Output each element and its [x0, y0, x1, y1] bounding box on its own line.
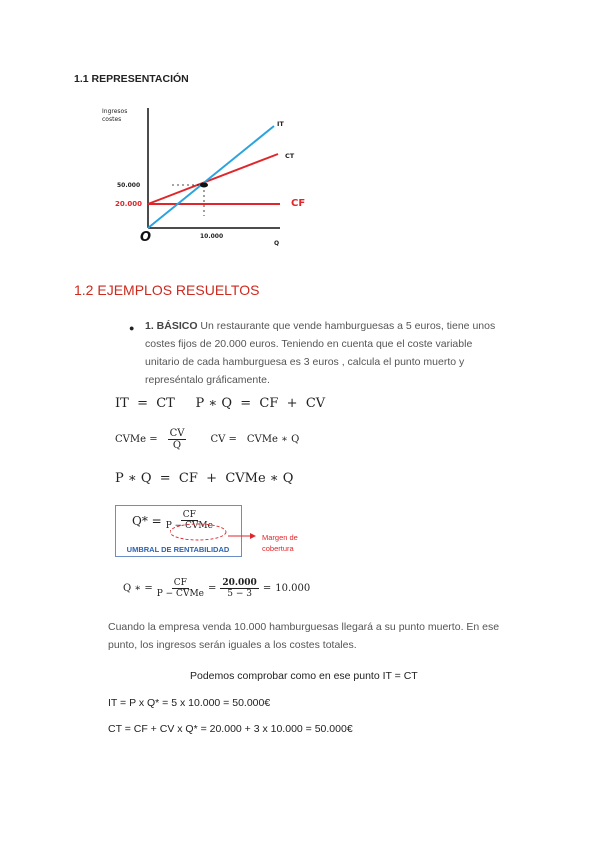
equation-result	[123, 578, 310, 599]
series-label-it: IT	[277, 120, 284, 128]
break-even-graph	[100, 100, 330, 250]
eq2-mid: CV =	[210, 434, 237, 445]
exercise-label: 1. BÁSICO	[145, 320, 198, 332]
check-it-line: IT = P x Q* = 5 x 10.000 = 50.000€	[108, 697, 271, 709]
check-title: Podemos comprobar como en ese punto IT = CT	[190, 670, 418, 682]
eq2-right: CVMe ∗ Q	[246, 434, 300, 445]
y-axis-label-1: Ingresos	[102, 108, 128, 115]
eq4-lhs: Q ∗ =	[123, 583, 153, 594]
box-caption: UMBRAL DE RENTABILIDAD	[126, 545, 230, 554]
tick-label-10000: 10.000	[200, 233, 224, 240]
exercise-line-2: costes fijos de 20.000 euros. Teniendo en cuenta que el coste variable	[145, 338, 473, 350]
exercise-statement	[145, 317, 545, 389]
eq4-fraction-1	[157, 578, 204, 599]
eq4-den1: P − CVMe	[156, 589, 204, 599]
eq2-denominator: Q	[172, 440, 182, 451]
eq2-left: CVMe =	[115, 434, 158, 445]
tick-label-50000: 50.000	[117, 182, 141, 189]
x-axis-label: Q	[274, 240, 280, 247]
eq2-numerator: CV	[169, 428, 185, 439]
check-ct-line: CT = CF + CV x Q* = 20.000 + 3 x 10.000 = 50.000€	[108, 723, 353, 735]
section-title-representacion: 1.1 REPRESENTACIÓN	[74, 73, 189, 85]
conclusion-text	[108, 618, 548, 654]
conclusion-line-1: Cuando la empresa venda 10.000 hamburguesas llegará a su punto muerto. En ese	[108, 621, 500, 633]
exercise-line-1: Un restaurante que vende hamburguesas a 5 euros, tiene unos	[197, 320, 496, 332]
eq4-eq-a: =	[207, 583, 217, 594]
eq4-num1: CF	[173, 578, 187, 588]
annotation-line-1: Margen de	[262, 533, 298, 542]
eq4-eq-b: =	[262, 583, 272, 594]
eq2-fraction	[168, 428, 187, 451]
equation-cvme	[115, 428, 299, 451]
ct-line	[148, 154, 278, 204]
eq4-num2: 20.000	[222, 578, 257, 588]
equation-it-ct: IT = CT P ∗ Q = CF + CV	[115, 396, 326, 411]
eq4-fraction-2	[220, 578, 258, 599]
margin-annotation-marks	[170, 520, 270, 546]
eq4-result: 10.000	[275, 583, 311, 594]
annotation-line-2: cobertura	[262, 544, 294, 553]
margin-annotation	[262, 532, 298, 554]
formula-denominator: P − CVMe	[165, 521, 213, 531]
formula-numerator: CF	[182, 510, 196, 520]
origin-label: O	[140, 230, 152, 245]
eq4-den2: 5 − 3	[227, 589, 252, 599]
y-axis-label-2: costes	[102, 116, 122, 123]
tick-label-20000: 20.000	[115, 200, 143, 208]
series-label-ct: CT	[285, 152, 295, 160]
section-title-ejemplos: 1.2 EJEMPLOS RESUELTOS	[74, 282, 260, 298]
bullet-icon: ●	[129, 323, 135, 333]
it-line	[148, 126, 274, 228]
equation-breakeven: P ∗ Q = CF + CVMe ∗ Q	[115, 471, 294, 486]
break-even-point	[200, 183, 208, 188]
conclusion-line-2: punto, los ingresos serán iguales a los costes totales.	[108, 639, 357, 651]
exercise-line-4: represéntalo gráficamente.	[145, 374, 270, 386]
exercise-line-3: unitario de cada hamburguesa es 3 euros , calcula el punto muerto y	[145, 356, 465, 368]
formula-lhs: Q* =	[132, 513, 162, 528]
series-label-cf: CF	[291, 198, 306, 209]
